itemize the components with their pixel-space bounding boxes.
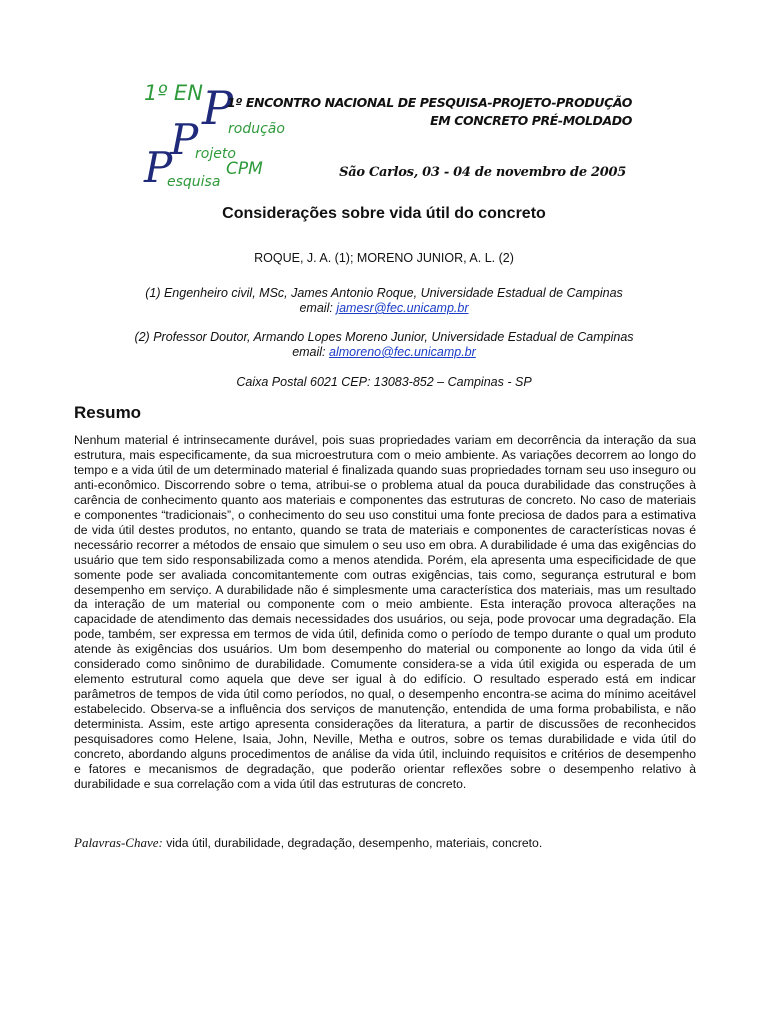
logo-word-projeto: rojeto — [195, 146, 236, 162]
conference-name-line2: EM CONCRETO PRÉ-MOLDADO — [430, 113, 632, 128]
paper-title: Considerações sobre vida útil do concreto — [222, 205, 546, 222]
email-2-link[interactable]: almoreno@fec.unicamp.br — [329, 345, 476, 359]
affiliation-1-email-row — [0, 301, 768, 316]
affiliation-2 — [0, 330, 768, 360]
abstract-body: Nenhum material é intrinsecamente durável, pois suas propriedades variam em decorrência da interação da sua estrutura, mais especificamente, da sua microestrutura com o meio ambiente. As variações decorrem ao longo do tempo e a vida útil de um determinado material é finalizada quando suas propriedades tornam seu uso inseguro ou anti-econômico. Discorrendo sobre o tema, atribui-se o problema atual da pouca durabilidade das construções à carência de conhecimento quanto aos materiais e componentes das estruturas de concreto. No caso de materiais e componentes “tradicionais”, o conhecimento do seu uso constitui uma fonte preciosa de dados para a estimativa de vida útil destes produtos, no entanto, quando se trata de materiais e componentes de características novas é necessário recorrer a métodos de ensaio que simulem o seu uso em obra. A durabilidade é uma das exigências do usuário que tem sido responsabilizada como a menos atendida. Porém, ela apresenta uma especificidade de que somente pode ser avaliada concomitantemente com outras exigências, tais como, segurança estrutural e bom desempenho em serviço. A durabilidade não é simplesmente uma característica dos materiais, mas um resultado da interação de um material ou componente com o meio ambiente. Esta interação provoca alterações na capacidade de atendimento das demais necessidades dos usuários, ou seja, pode provocar uma degradação. Ela pode, também, ser expressa em termos de vida útil, definida como o período de tempo durante o qual um produto atende às exigências dos usuários. Um bom desempenho do material ou componente ao longo da vida útil é considerado como sinônimo de durabilidade. Comumente considera-se a vida útil exigida ou esperada de um elemento estrutural como aquela que deve ser igual à do edifício. O resultado esperado está em indicar parâmetros de tempos de vida útil como períodos, no qual, o desempenho encontra-se acima do mínimo aceitável estabelecido. Observa-se a influência dos serviços de manutenção, entendida de uma forma probabilista, e não determinista. Assim, este artigo apresenta considerações da literatura, a partir de discussões de reconhecidos pesquisadores como Helene, Isaia, John, Neville, Metha e outros, sobre os temas durabilidade e vida útil do concreto, abordando alguns procedimentos de análise da vida útil, incluindo requisitos e critérios de desempenho e fatores e mecanismos de degradação, que poderão orientar reflexões sobre o desempenho relativo à durabilidade e sua correlação com a vida útil das estruturas de concreto. — [74, 433, 696, 791]
keywords-label: Palavras-Chave: — [74, 835, 163, 850]
paper-authors: ROQUE, J. A. (1); MORENO JUNIOR, A. L. (2) — [254, 251, 514, 265]
logo-acronym: CPM — [226, 159, 263, 179]
logo-p-large-1: P — [202, 81, 233, 135]
logo-line1: 1º EN — [144, 81, 203, 105]
logo-p-large-3: P — [144, 143, 173, 192]
postal-address: Caixa Postal 6021 CEP: 13083-852 – Campinas - SP — [236, 375, 532, 389]
logo-p-large-2: P — [170, 115, 199, 164]
affiliation-1-text: (1) Engenheiro civil, MSc, James Antonio Roque, Universidade Estadual de Campinas — [145, 286, 623, 300]
keywords-text: vida útil, durabilidade, degradação, desempenho, materiais, concreto. — [162, 836, 543, 850]
conference-name-line1: 1º ENCONTRO NACIONAL DE PESQUISA-PROJETO-PRODUÇÃO — [226, 95, 632, 110]
affiliation-1 — [0, 286, 768, 316]
abstract-heading: Resumo — [74, 403, 142, 422]
logo-word-producao: rodução — [228, 121, 285, 137]
conference-header — [227, 94, 632, 130]
conference-date: São Carlos, 03 - 04 de novembro de 2005 — [339, 165, 626, 180]
email-2-label: email: — [292, 345, 326, 359]
keywords — [74, 835, 696, 851]
email-1-link[interactable]: jamesr@fec.unicamp.br — [336, 301, 469, 315]
affiliation-2-text: (2) Professor Doutor, Armando Lopes Moreno Junior, Universidade Estadual de Campinas — [134, 330, 634, 344]
email-1-label: email: — [299, 301, 333, 315]
affiliation-2-email-row — [0, 345, 768, 360]
logo-word-pesquisa: esquisa — [167, 174, 221, 190]
